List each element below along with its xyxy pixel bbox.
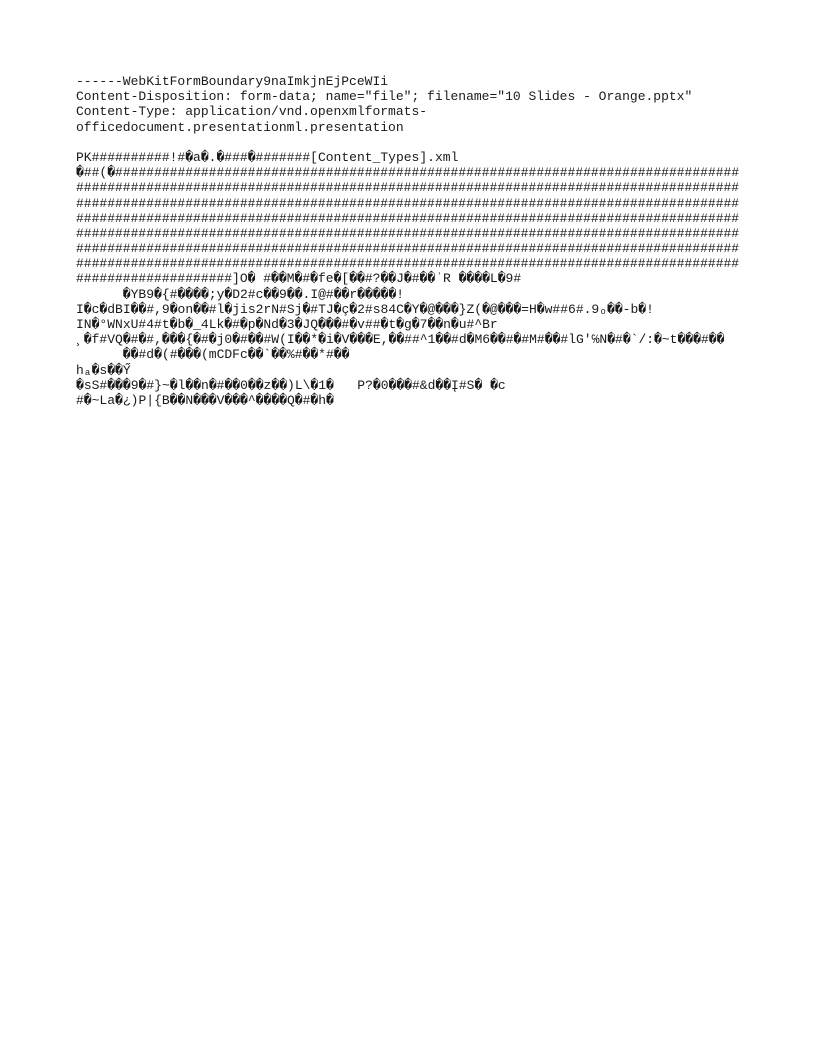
content-type-line: Content-Type: application/vnd.openxmlformats- (76, 104, 428, 120)
binary-line: �YB9�{#����;y�D2#c��9��.I@#��r�����! (76, 286, 405, 302)
binary-line: �sS#���9�#}~�l��n�#��0��z��)L\�1� P?�0���#&d��Į#S� �c (76, 377, 506, 393)
boundary-line: ------WebKitFormBoundary9naImkjnEjPceWIi (76, 74, 389, 89)
binary-line: �##(�################################################################################ (76, 165, 740, 181)
binary-line: ##################################################################################### (76, 241, 740, 257)
binary-line: ¸�f#VQ�#�#,���{�#�j0�#��#W(I��*�i�V���E,��##^1��#d�M6��#�#M#��#lG'℅N�#�`/:�~t���#�� (76, 332, 725, 348)
binary-line: ####################]O� #��M�#�fe�[��#?��J�#��ʾR ����L�9# (76, 271, 522, 287)
binary-line: IN�°WNxU#4#t�b�_4Lk�#�p�Nd�3�JQ���#�v##�t�g�7��n�u#^Br (76, 317, 498, 332)
binary-line: ��#d�(#���(mCDFc��`��%#��*#�� (76, 347, 350, 363)
raw-file-text (76, 74, 766, 408)
binary-line: ##################################################################################### (76, 195, 740, 211)
binary-line: hₐ�s��Y̋ (76, 362, 131, 378)
blank-line (76, 135, 766, 150)
binary-line: ##################################################################################### (76, 256, 740, 272)
content-type-continuation-line: officedocument.presentationml.presentation (76, 119, 404, 135)
binary-line: #�~La�¿)P|{B��N���V���^����Q�#�h� (76, 392, 334, 408)
binary-line: ##################################################################################### (76, 225, 740, 241)
binary-line: PK##########!#�a�.�###�#######[Content_Types].xml (76, 149, 459, 165)
binary-line: I�c�dBI��#,9�on��#l�jis2rN#Sj�#TJ�ç�2#s84C�Y�@���}Z(�@���=H�w##6#.9ₒ��-b�! (76, 301, 654, 317)
binary-line: ##################################################################################### (76, 180, 740, 196)
binary-line: ##################################################################################### (76, 210, 740, 226)
content-disposition-line: Content-Disposition: form-data; name="file"; filename="10 Slides - Orange.pptx" (76, 89, 693, 105)
